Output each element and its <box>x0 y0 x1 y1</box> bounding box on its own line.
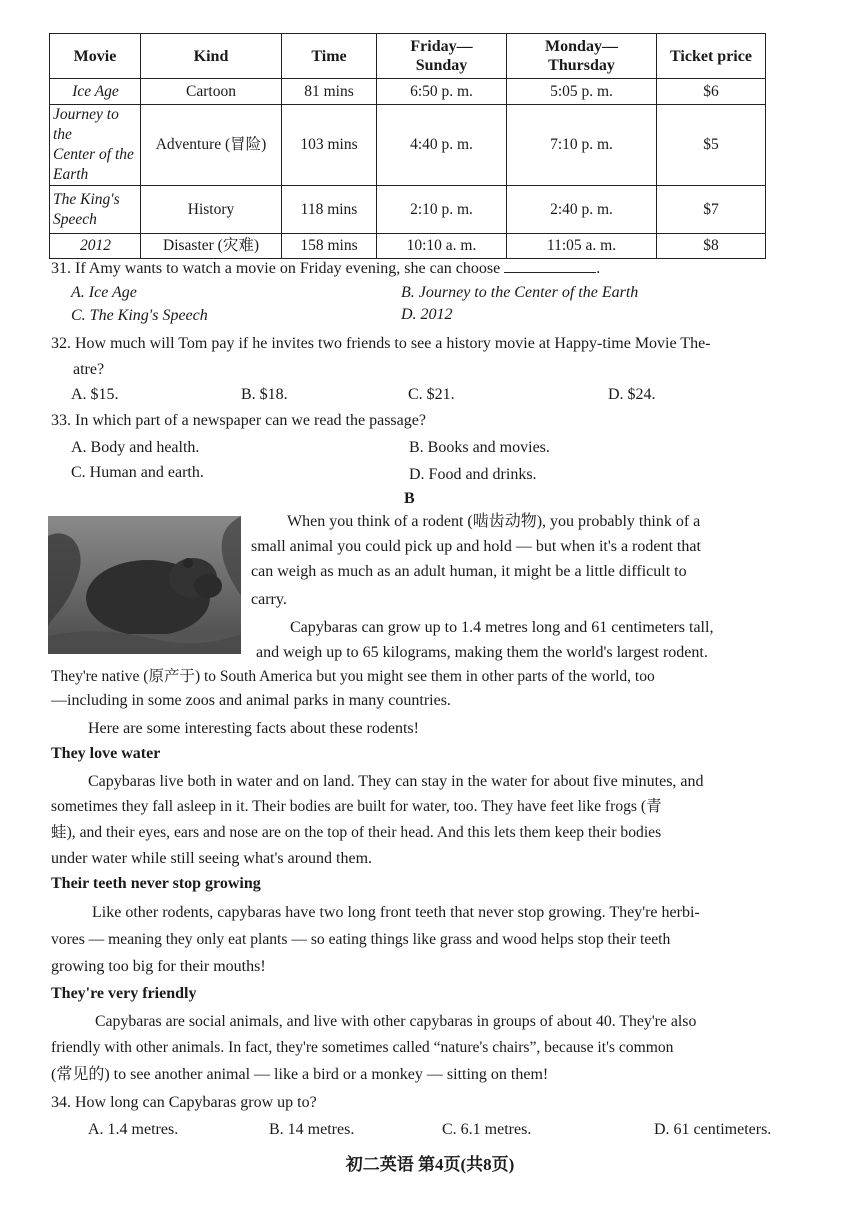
q31-end: . <box>596 260 601 277</box>
q32-stem-line1: 32. How much will Tom pay if he invites two friends to see a history movie at Happy-time Movie The- <box>51 335 711 352</box>
page-footer: 初二英语 第4页(共8页) <box>345 1155 515 1174</box>
subheading-friendly: They're very friendly <box>51 985 197 1002</box>
q32-option-d: D. $24. <box>608 386 656 403</box>
header-time: Time <box>282 34 377 79</box>
section-heading-b: B <box>404 490 415 507</box>
passage-p5-line1: Like other rodents, capybaras have two long front teeth that never stop growing. They're herbi- <box>92 904 700 921</box>
passage-p4-line1: Capybaras live both in water and on land. They can stay in the water for about five minutes, and <box>88 773 704 790</box>
cell-mon: 11:05 a. m. <box>507 234 657 259</box>
cell-price: $7 <box>657 186 766 234</box>
passage-p1-line1: When you think of a rodent (啮齿动物), you probably think of a <box>287 513 701 530</box>
cell-price: $8 <box>657 234 766 259</box>
cell-fri: 2:10 p. m. <box>377 186 507 234</box>
passage-p6-line3: (常见的) to see another animal — like a bird or a monkey — sitting on them! <box>51 1066 549 1083</box>
header-movie: Movie <box>50 34 141 79</box>
header-fri-line1: Friday— <box>410 38 473 55</box>
subheading-teeth: Their teeth never stop growing <box>51 875 261 892</box>
q33-stem: 33. In which part of a newspaper can we read the passage? <box>51 412 426 429</box>
header-monday-thursday <box>507 34 657 79</box>
table-row <box>50 79 766 105</box>
movie-line: Journey to the <box>53 106 119 143</box>
q33-option-b: B. Books and movies. <box>409 439 550 456</box>
table-header-row <box>50 34 766 79</box>
q34-stem: 34. How long can Capybaras grow up to? <box>51 1094 317 1111</box>
movie-schedule-table <box>49 33 766 259</box>
q34-option-c: C. 6.1 metres. <box>442 1121 532 1138</box>
passage-p2-line3: They're native (原产于) to South America but you might see them in other parts of the world, too <box>51 668 655 685</box>
passage-p4-line2: sometimes they fall asleep in it. Their bodies are built for water, too. They have feet like frogs (青 <box>51 798 662 815</box>
header-friday-sunday <box>377 34 507 79</box>
q32-option-c: C. $21. <box>408 386 455 403</box>
movie-line: Earth <box>53 166 89 183</box>
q33-option-c: C. Human and earth. <box>71 464 204 481</box>
passage-p1-line4: carry. <box>251 591 287 608</box>
header-fri-line2: Sunday <box>415 57 468 74</box>
cell-price: $5 <box>657 105 766 186</box>
q31-option-b: B. Journey to the Center of the Earth <box>401 284 639 301</box>
cell-time: 118 mins <box>282 186 377 234</box>
cell-mon: 2:40 p. m. <box>507 186 657 234</box>
cell-kind: Adventure (冒险) <box>141 105 282 186</box>
movie-line: Speech <box>53 210 97 228</box>
q34-option-b: B. 14 metres. <box>269 1121 355 1138</box>
subheading-love-water: They love water <box>51 745 161 762</box>
q31-option-c: C. The King's Speech <box>71 307 208 324</box>
passage-p4-line4: under water while still seeing what's around them. <box>51 850 373 867</box>
passage-p5-line2: vores — meaning they only eat plants — so eating things like grass and wood helps stop their teeth <box>51 931 671 948</box>
header-mon-line2: Thursday <box>548 57 615 74</box>
capybara-photo <box>48 516 241 654</box>
cell-movie: 2012 <box>50 234 141 259</box>
cell-time: 103 mins <box>282 105 377 186</box>
q34-option-d: D. 61 centimeters. <box>654 1121 772 1138</box>
cell-time: 158 mins <box>282 234 377 259</box>
q32-stem-line2: atre? <box>73 361 105 378</box>
answer-blank <box>504 258 596 273</box>
cell-fri: 10:10 a. m. <box>377 234 507 259</box>
cell-kind: Disaster (灾难) <box>141 234 282 259</box>
passage-p1-line2: small animal you could pick up and hold — but when it's a rodent that <box>251 538 701 555</box>
cell-kind: Cartoon <box>141 79 282 105</box>
cell-price: $6 <box>657 79 766 105</box>
cell-movie: Ice Age <box>50 79 141 105</box>
q31-option-a: A. Ice Age <box>71 284 137 301</box>
table-row <box>50 105 766 186</box>
header-ticket-price: Ticket price <box>657 34 766 79</box>
passage-p2-line1: Capybaras can grow up to 1.4 metres long and 61 centimeters tall, <box>290 619 714 636</box>
q32-option-a: A. $15. <box>71 386 119 403</box>
passage-p3: Here are some interesting facts about these rodents! <box>88 720 419 737</box>
passage-p2-line4: —including in some zoos and animal parks in many countries. <box>51 692 451 709</box>
movie-line: The King's <box>53 190 120 208</box>
q31-option-d: D. 2012 <box>401 306 453 323</box>
passage-p2-line2: and weigh up to 65 kilograms, making them the world's largest rodent. <box>256 644 708 661</box>
passage-p5-line3: growing too big for their mouths! <box>51 958 266 975</box>
q34-option-a: A. 1.4 metres. <box>88 1121 179 1138</box>
q33-option-d: D. Food and drinks. <box>409 466 537 483</box>
passage-p4-line3: 蛙), and their eyes, ears and nose are on the top of their head. And this lets them keep their bodies <box>51 824 662 841</box>
cell-kind: History <box>141 186 282 234</box>
cell-mon: 7:10 p. m. <box>507 105 657 186</box>
movie-line: Center of the <box>53 146 134 163</box>
cell-movie <box>50 105 141 186</box>
header-kind: Kind <box>141 34 282 79</box>
q33-option-a: A. Body and health. <box>71 439 200 456</box>
passage-p1-line3: can weigh as much as an adult human, it might be a little difficult to <box>251 563 687 580</box>
header-mon-line1: Monday— <box>545 38 618 55</box>
cell-mon: 5:05 p. m. <box>507 79 657 105</box>
q31-stem: 31. If Amy wants to watch a movie on Friday evening, she can choose <box>51 260 501 277</box>
cell-fri: 4:40 p. m. <box>377 105 507 186</box>
capybara-image <box>48 516 241 654</box>
cell-fri: 6:50 p. m. <box>377 79 507 105</box>
passage-p6-line2: friendly with other animals. In fact, they're sometimes called “nature's chairs”, because it's common <box>51 1039 674 1056</box>
cell-time: 81 mins <box>282 79 377 105</box>
table-row <box>50 234 766 259</box>
q32-option-b: B. $18. <box>241 386 288 403</box>
cell-movie <box>50 186 141 234</box>
table-row <box>50 186 766 234</box>
question-31 <box>51 258 600 279</box>
passage-p6-line1: Capybaras are social animals, and live with other capybaras in groups of about 40. They're also <box>95 1013 697 1030</box>
